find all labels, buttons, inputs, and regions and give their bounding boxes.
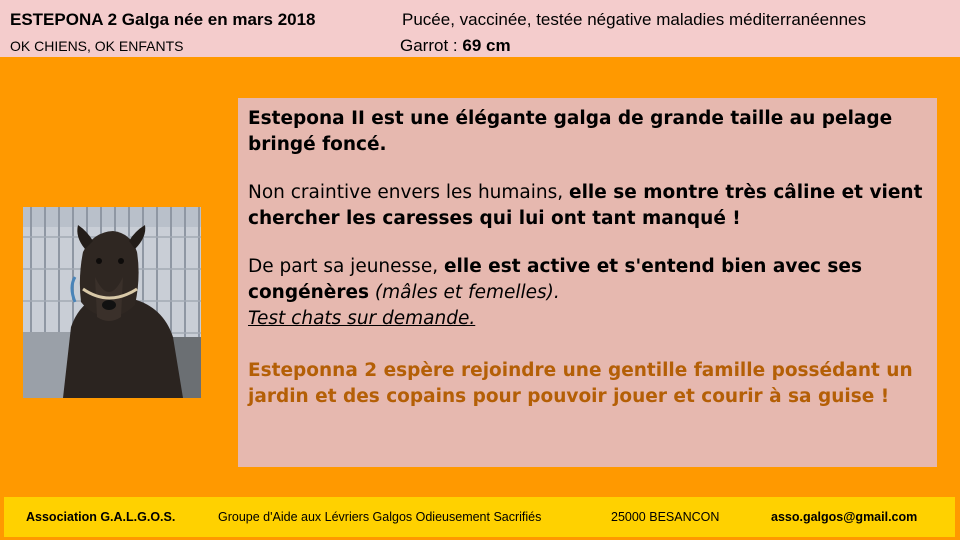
adoption-wish: Esteponna 2 espère rejoindre une gentille famille possédant un jardin et des copains pour pouvoir jouer et courir à sa guise !: [248, 360, 913, 407]
cat-test-note: Test chats sur demande.: [248, 308, 476, 329]
dog-title: ESTEPONA 2 Galga née en mars 2018: [10, 10, 316, 29]
association-name: Association G.A.L.G.O.S.: [26, 510, 176, 524]
footer-banner: [4, 497, 955, 537]
description-paragraph-2: [248, 180, 927, 232]
youth-highlight: elle est active et s'entend bien avec ses congénères: [248, 256, 862, 303]
description-paragraph-3: [248, 254, 927, 332]
association-city: 25000 BESANCON: [611, 510, 720, 524]
youth-note: (mâles et femelles).: [369, 282, 560, 303]
association-email: asso.galgos@gmail.com: [771, 510, 918, 524]
garrot-value: 69 cm: [462, 36, 511, 55]
garrot-height: [400, 36, 511, 56]
description-paragraph-1: [248, 106, 927, 158]
youth-text: De part sa jeunesse,: [248, 256, 444, 277]
header-banner: [0, 0, 960, 57]
temperament-text: Non craintive envers les humains,: [248, 182, 570, 203]
description-box: [238, 98, 937, 467]
association-full-name: Groupe d'Aide aux Lévriers Galgos Odieusement Sacrifiés: [218, 510, 542, 524]
garrot-label: Garrot :: [400, 36, 463, 55]
health-status: Pucée, vaccinée, testée négative maladies méditerranéennes: [402, 10, 867, 29]
temperament-highlight: elle se montre très câline et vient chercher les caresses qui lui ont tant manqué !: [248, 182, 923, 229]
greyhound-photo-illustration: [23, 207, 201, 398]
compatibility-text: OK CHIENS, OK ENFANTS: [10, 38, 184, 54]
description-intro: Estepona II est une élégante galga de grande taille au pelage bringé foncé.: [248, 108, 893, 155]
dog-photo: [23, 207, 201, 398]
